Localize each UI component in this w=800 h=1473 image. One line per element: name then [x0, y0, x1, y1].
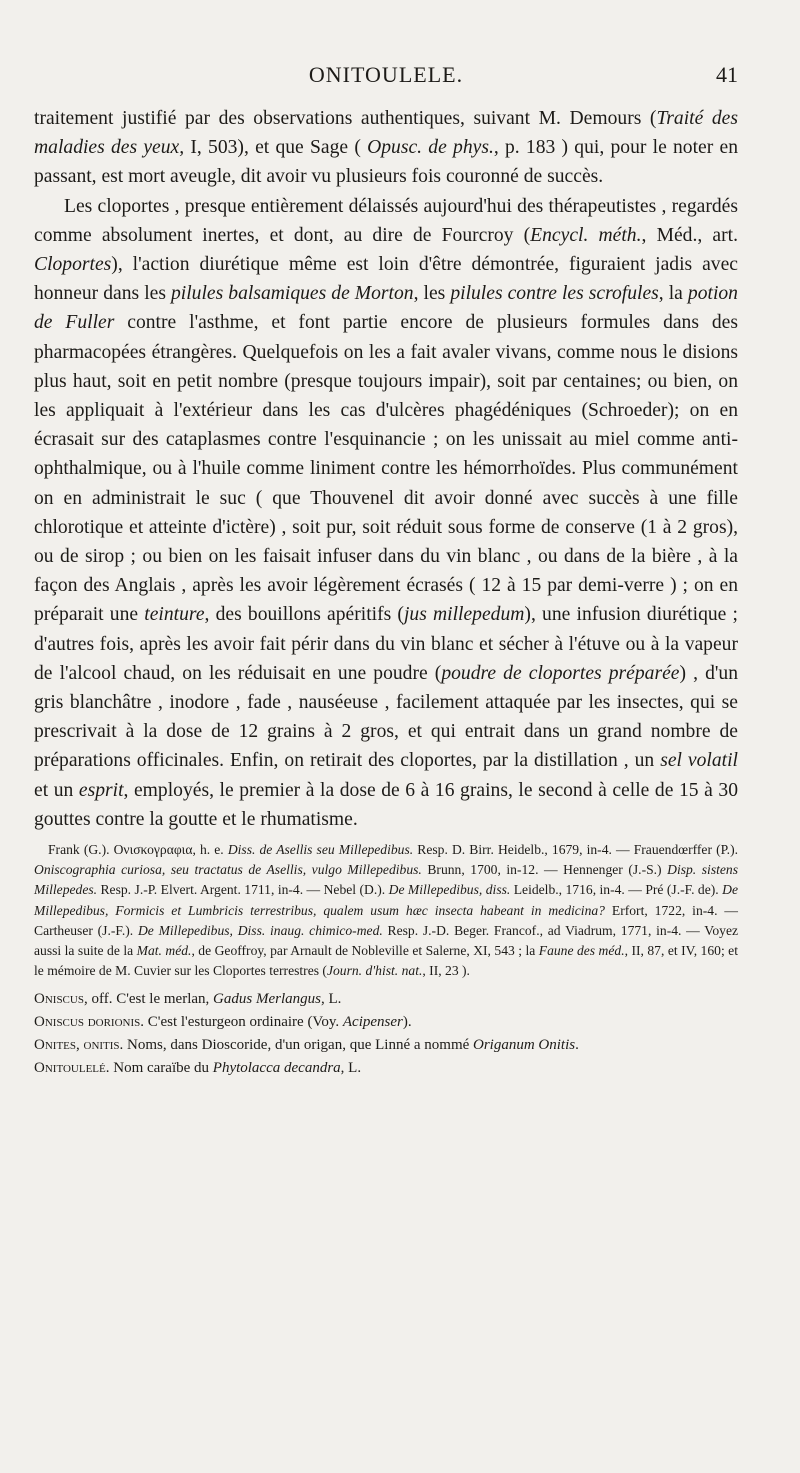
paragraph-1	[34, 104, 738, 192]
italic-run: Faune des méd.	[538, 943, 625, 959]
text-run: , II, 23 ).	[422, 963, 470, 979]
italic-run: Oniscographia curiosa, seu tractatus de Asellis, vulgo Millepedibus.	[34, 862, 422, 878]
italic-run: esprit	[78, 779, 124, 801]
italic-run: Disp. sistens Millepedes.	[34, 862, 739, 898]
paragraph-2	[34, 192, 738, 834]
italic-run: jus millepedum	[403, 604, 525, 626]
text-run: , Méd., art.	[641, 224, 738, 246]
italic-run: Phytolacca decandra	[212, 1059, 341, 1076]
text-run: . Noms, dans Dioscoride, d'un origan, que Linné a nommé	[119, 1036, 474, 1053]
entry-oniscus	[34, 988, 738, 1011]
small-caps-run: Onitoulelé	[34, 1059, 106, 1076]
entry-onitoulele	[34, 1057, 738, 1080]
text-run: traitement justifié par des observations authentiques, suivant M. Demours (	[34, 108, 657, 129]
small-caps-run: Oniscus dorionis	[34, 1013, 141, 1030]
text-run: , les	[413, 283, 451, 305]
italic-run: De Millepedibus, Diss. inaug. chimico-med.	[137, 922, 383, 938]
small-caps-run: Onites, onitis	[34, 1036, 120, 1053]
italic-run: pilules balsamiques de Morton	[171, 283, 414, 305]
page-header	[34, 62, 738, 104]
text-run: , L.	[320, 990, 342, 1007]
text-run: , II, 87, et IV, 160; et le mémoire de M. Cuvier sur les Cloportes terrestres (	[34, 943, 738, 979]
italic-run: Journ. d'hist. nat.	[326, 963, 423, 979]
text-run: Brunn, 1700, in-12. — Hennenger (J.-S.)	[421, 862, 668, 878]
text-run: , employés, le premier à la dose de 6 à 16 grains, le second à celle de 15 à 30 gouttes contre la goutte et le rhumatisme.	[34, 779, 738, 830]
page-number: 41	[716, 62, 738, 87]
italic-run: pilules contre les scrofules	[450, 283, 659, 305]
text-run: Les cloportes , presque entièrement délaissés aujourd'hui des thérapeutistes , regardés comme absolument inertes, et dont, au dire de Fourcroy (	[34, 195, 738, 246]
text-run: , off. C'est le merlan,	[83, 990, 214, 1007]
italic-run: poudre de cloportes préparée	[441, 662, 680, 684]
small-caps-run: Oniscus	[34, 990, 84, 1007]
italic-run: Traité des maladies des yeux,	[34, 108, 738, 159]
italic-run: sel volatil	[660, 750, 738, 772]
text-run: I, 503), et que Sage (	[184, 137, 368, 159]
text-run: Resp. J.-P. Elvert. Argent. 1711, in-4. — Nebel (D.).	[97, 882, 389, 898]
text-run: ) , d'un gris blanchâtre , inodore , fade , nauséeuse , facilement attaquée par les insectes, qui se prescrivait à la dose de 12 grains à 2 gros, et qui entrait dans un grand nombre de préparations officinales. Enfin, on retirait des cloportes, par la distillation , un	[34, 662, 739, 772]
text-run: contre l'asthme, et font partie encore de plusieurs formules dans des pharmacopées étrangères. Quelquefois on les a fait avaler vivans, comme nous le disions plus haut, soit en petit nombre (presque toujours impair), soit par centaines; ou bien, on les appliquait à l'extérieur dans les cas d'ulcères phagédéniques (Schroeder); on en écrasait sur des cataplasmes contre l'esquinancie ; on les unissait au miel comme anti-ophthalmique, ou à l'huile comme liniment contre les hémorrhoïdes. Plus communément on en administrait le suc ( que Thouvenel dit avoir donné avec succès à une fille chlorotique et atteinte d'ictère) , soit pur, soit réduit sous forme de conserve (1 à 2 gros), ou de sirop ; ou bien on les faisait infuser dans du vin blanc , ou dans de la bière , à la façon des Anglais , après les avoir légèrement écrasés ( 12 à 15 par demi-verre ) ; on en préparait une	[34, 312, 738, 626]
text-run: ).	[402, 1013, 412, 1030]
text-run: Resp. J.-D. Beger. Francof., ad Viadrum, 1771, in-4. — Voyez aussi la suite de la	[34, 922, 739, 959]
text-run: Frank (G.). Ονισκογραφια, h. e.	[48, 842, 228, 858]
italic-run: Cloportes	[34, 254, 112, 276]
italic-run: Acipenser	[342, 1013, 403, 1030]
entry-oniscus-dorionis	[34, 1011, 738, 1034]
italic-run: Opusc. de phys.	[367, 137, 494, 159]
italic-run: teinture	[144, 604, 205, 626]
italic-run: Gadus Merlangus	[213, 990, 321, 1007]
text-run: , L.	[340, 1059, 362, 1076]
dictionary-entries	[34, 988, 738, 1080]
italic-run: Encycl. méth.	[530, 224, 642, 246]
text-run: . Nom caraïbe du	[105, 1059, 213, 1076]
text-run: .	[575, 1036, 579, 1053]
text-run: Resp. D. Birr. Heidelb., 1679, in-4. — Frauendœrffer (P.).	[413, 842, 738, 858]
running-title: ONITOULELE.	[308, 62, 464, 87]
italic-run: De Millepedibus, Formicis et Lumbricis terrestribus, qualem usum hæc insecta habeant in medicina?	[34, 882, 738, 918]
text-run: ), l'action diurétique même est loin d'être démontrée, figuraient jadis avec honneur dans les	[34, 254, 738, 305]
bibliography-note	[34, 840, 738, 981]
main-text	[34, 104, 738, 834]
bibliography-text	[34, 840, 738, 981]
italic-run: Diss. de Asellis seu Millepedibus.	[227, 842, 414, 858]
text-run: Erfort, 1722, in-4. — Cartheuser (J.-F.).	[34, 902, 738, 938]
text-run: Leidelb., 1716, in-4. — Pré (J.-F. de).	[510, 882, 723, 898]
text-run: ), une infusion diurétique ; d'autres fois, après les avoir fait périr dans du vin blanc et sécher à l'étuve ou à la vapeur de l'alcool chaud, on les réduisait en une poudre (	[34, 604, 738, 684]
text-run: , p. 183 ) qui, pour le noter en passant, est mort aveugle, dit avoir vu plusieurs fois couronné de succès.	[34, 137, 738, 188]
text-run: et un	[34, 779, 79, 801]
italic-run: Mat. méd.	[136, 943, 192, 959]
entry-onites	[34, 1034, 738, 1057]
italic-run: Origanum Onitis	[473, 1036, 576, 1053]
text-run: . C'est l'esturgeon ordinaire (Voy.	[140, 1013, 343, 1030]
italic-run: De Millepedibus, diss.	[388, 882, 511, 898]
italic-run: potion de Fuller	[34, 283, 738, 334]
text-run: , la	[658, 283, 688, 305]
text-run: , des bouillons apéritifs (	[204, 604, 404, 626]
text-run: , de Geoffroy, par Arnault de Nobleville et Salerne, XI, 543 ; la	[191, 943, 539, 959]
